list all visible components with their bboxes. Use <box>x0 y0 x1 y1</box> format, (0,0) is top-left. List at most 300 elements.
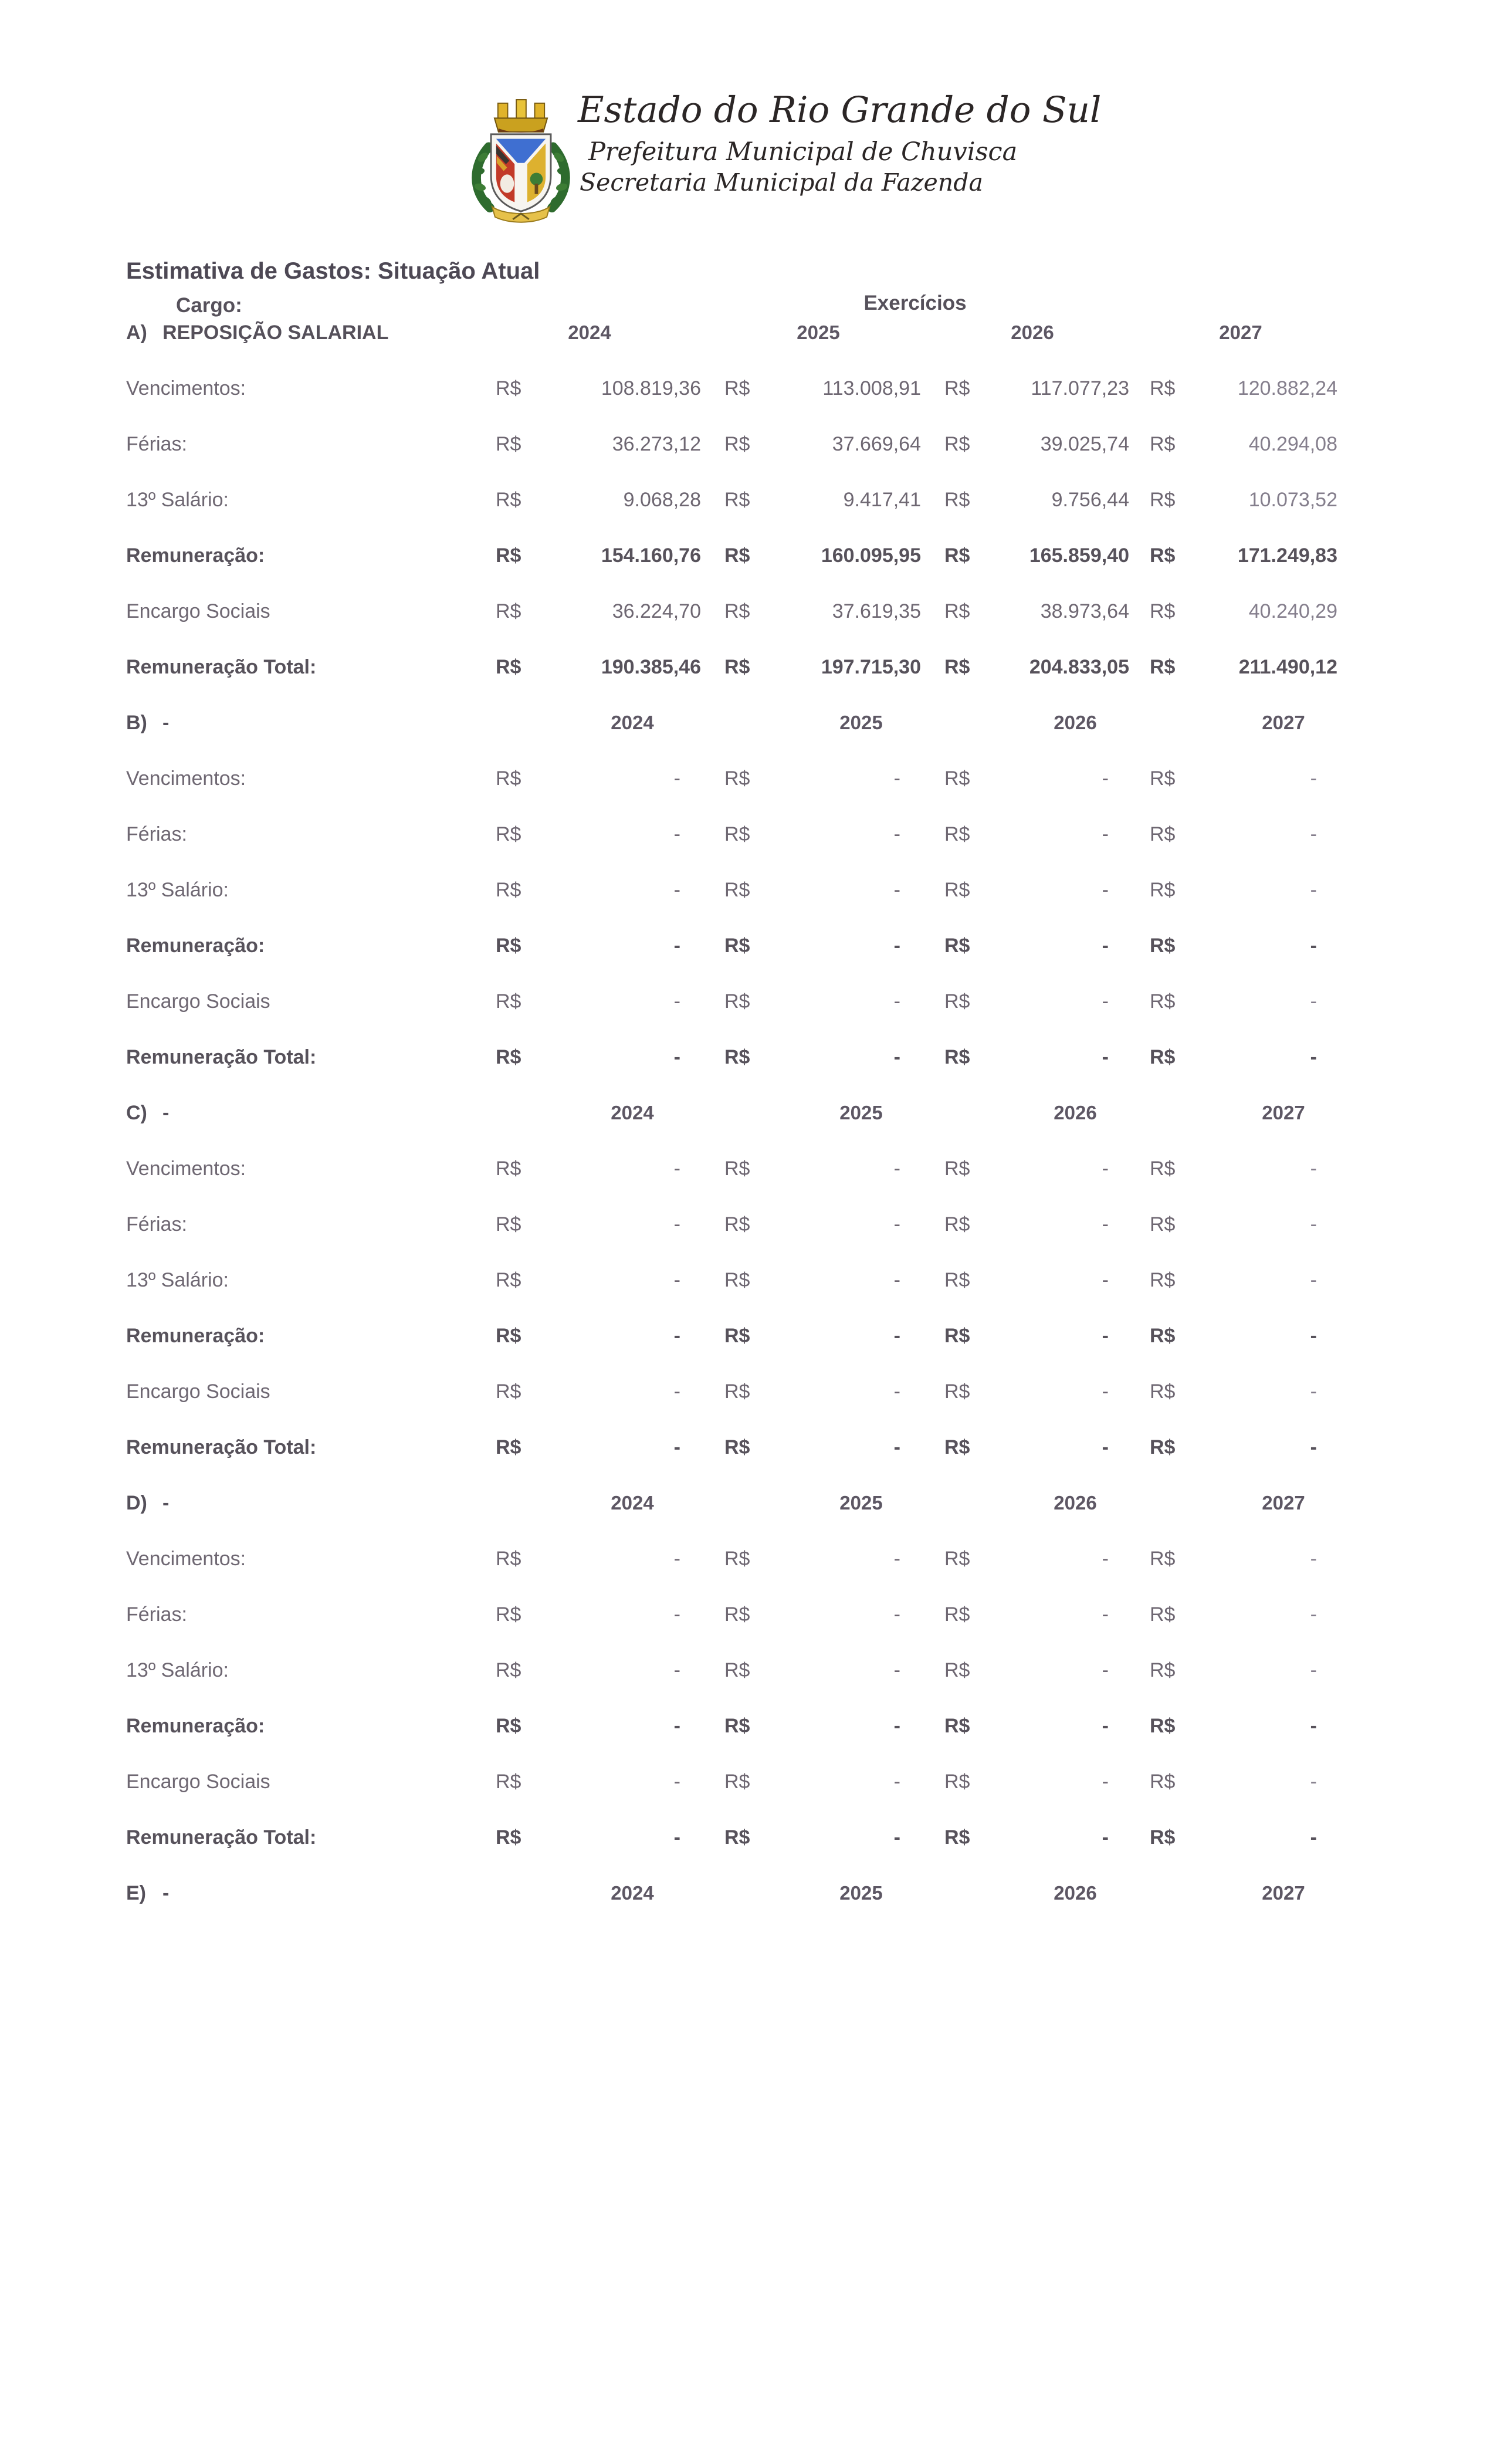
table-row <box>0 649 1497 685</box>
value-cell: - <box>1102 1547 1109 1570</box>
value-cell: - <box>1310 767 1317 790</box>
value-cell: 204.833,05 <box>1029 655 1129 678</box>
value-cell: 37.619,35 <box>832 600 921 622</box>
currency-symbol: R$ <box>944 1213 970 1236</box>
section-letter: A) <box>126 321 147 344</box>
table-row <box>0 984 1497 1019</box>
currency-symbol: R$ <box>944 1324 970 1347</box>
currency-symbol: R$ <box>496 990 521 1013</box>
currency-symbol: R$ <box>944 432 970 455</box>
value-cell: - <box>1310 1436 1317 1458</box>
section-heading-label <box>126 712 496 735</box>
value-cell: - <box>893 990 900 1013</box>
value-cell: - <box>673 878 680 901</box>
value-cell: - <box>1102 1770 1109 1793</box>
currency-symbol: R$ <box>496 1659 521 1681</box>
value-cell: - <box>893 823 900 845</box>
value-cell: 120.882,24 <box>1237 377 1337 400</box>
row-label: 13º Salário: <box>126 1268 229 1291</box>
document-title: Estimativa de Gastos: Situação Atual <box>126 258 540 284</box>
value-cell: - <box>893 1770 900 1793</box>
year-label: 2024 <box>611 1101 654 1123</box>
currency-symbol: R$ <box>1150 990 1176 1013</box>
currency-symbol: R$ <box>1150 655 1176 678</box>
value-cell: - <box>1102 823 1109 845</box>
currency-symbol: R$ <box>724 1770 750 1793</box>
row-label: Férias: <box>126 1603 187 1626</box>
value-cell: - <box>1310 823 1317 845</box>
value-cell: - <box>1310 878 1317 901</box>
table-row <box>0 1263 1497 1298</box>
currency-symbol: R$ <box>496 488 521 511</box>
value-cell: - <box>673 1770 680 1793</box>
table-row <box>0 1318 1497 1353</box>
value-cell: - <box>893 1324 900 1347</box>
year-cell <box>988 1882 1129 1905</box>
currency-symbol: R$ <box>944 1659 970 1681</box>
value-cell: 197.715,30 <box>821 655 921 678</box>
currency-symbol: R$ <box>724 488 750 511</box>
value-cell: - <box>893 1380 900 1403</box>
year-cell <box>1197 1882 1337 1905</box>
currency-symbol: R$ <box>944 1603 970 1626</box>
value-cell: 40.294,08 <box>1248 432 1337 455</box>
currency-symbol: R$ <box>1150 377 1176 400</box>
value-cell: - <box>673 990 680 1013</box>
currency-symbol: R$ <box>724 655 750 678</box>
currency-symbol: R$ <box>944 1380 970 1403</box>
table-row <box>0 1541 1497 1576</box>
row-label: Remuneração Total: <box>126 1436 317 1458</box>
currency-symbol: R$ <box>944 823 970 845</box>
row-label: Encargo Sociais <box>126 1380 270 1403</box>
currency-symbol: R$ <box>1150 1045 1176 1068</box>
value-cell: - <box>893 1157 900 1180</box>
section-heading-row <box>0 705 1497 740</box>
row-label: Encargo Sociais <box>126 1770 270 1793</box>
value-cell: 38.973,64 <box>1040 600 1129 622</box>
section-title: - <box>162 1491 170 1514</box>
section-heading-label <box>126 1102 496 1125</box>
currency-symbol: R$ <box>724 1213 750 1236</box>
section-heading-row <box>0 1095 1497 1131</box>
section-heading-label <box>126 321 496 344</box>
value-cell: - <box>893 1826 900 1849</box>
currency-symbol: R$ <box>1150 600 1176 622</box>
value-cell: - <box>1310 1213 1317 1236</box>
value-cell: - <box>673 1045 680 1068</box>
value-cell: 165.859,40 <box>1029 544 1129 567</box>
currency-symbol: R$ <box>496 655 521 678</box>
value-cell: - <box>673 1380 680 1403</box>
value-cell: - <box>1310 1547 1317 1570</box>
year-cell <box>531 1882 701 1905</box>
value-cell: - <box>1102 1714 1109 1737</box>
value-cell: 36.273,12 <box>612 432 701 455</box>
currency-symbol: R$ <box>1150 1268 1176 1291</box>
currency-symbol: R$ <box>724 1436 750 1458</box>
year-label: 2026 <box>1054 711 1097 733</box>
value-cell: 154.160,76 <box>601 544 701 567</box>
value-cell: - <box>673 1436 680 1458</box>
year-label: 2024 <box>611 1491 654 1514</box>
value-cell: 171.249,83 <box>1237 544 1337 567</box>
year-label: 2025 <box>839 1101 883 1123</box>
currency-symbol: R$ <box>1150 767 1176 790</box>
row-label: Férias: <box>126 432 187 455</box>
currency-symbol: R$ <box>944 767 970 790</box>
year-label: 2025 <box>839 1881 883 1904</box>
year-label: 2025 <box>797 321 840 343</box>
currency-symbol: R$ <box>944 1826 970 1849</box>
section-letter: C) <box>126 1101 147 1124</box>
row-label: Encargo Sociais <box>126 990 270 1013</box>
year-cell <box>988 1102 1129 1125</box>
currency-symbol: R$ <box>944 377 970 400</box>
table-row <box>0 1764 1497 1799</box>
value-cell: 40.240,29 <box>1248 600 1337 622</box>
value-cell: - <box>673 1268 680 1291</box>
currency-symbol: R$ <box>496 1324 521 1347</box>
table-row <box>0 1374 1497 1409</box>
currency-symbol: R$ <box>1150 1547 1176 1570</box>
currency-symbol: R$ <box>944 544 970 567</box>
currency-symbol: R$ <box>496 878 521 901</box>
value-cell: - <box>893 1436 900 1458</box>
row-label: Remuneração Total: <box>126 1045 317 1068</box>
value-cell: - <box>1102 934 1109 957</box>
currency-symbol: R$ <box>1150 1714 1176 1737</box>
currency-symbol: R$ <box>724 1157 750 1180</box>
row-label: Vencimentos: <box>126 377 246 400</box>
year-cell <box>1197 321 1337 344</box>
value-cell: 36.224,70 <box>612 600 701 622</box>
year-label: 2027 <box>1219 321 1262 343</box>
value-cell: - <box>673 1714 680 1737</box>
value-cell: - <box>1102 1324 1109 1347</box>
year-cell <box>1197 1492 1337 1515</box>
currency-symbol: R$ <box>724 1659 750 1681</box>
value-cell: - <box>893 934 900 957</box>
table-row <box>0 1430 1497 1465</box>
row-label: Remuneração: <box>126 1324 265 1347</box>
section-title: - <box>162 1101 170 1124</box>
currency-symbol: R$ <box>724 1324 750 1347</box>
letterhead-department: Secretaria Municipal da Fazenda <box>580 168 983 197</box>
value-cell: - <box>1310 1770 1317 1793</box>
currency-symbol: R$ <box>944 934 970 957</box>
year-label: 2026 <box>1054 1101 1097 1123</box>
value-cell: - <box>1102 878 1109 901</box>
value-cell: 117.077,23 <box>1031 377 1129 400</box>
section-letter: B) <box>126 711 147 734</box>
value-cell: 37.669,64 <box>832 432 921 455</box>
currency-symbol: R$ <box>724 878 750 901</box>
currency-symbol: R$ <box>944 1547 970 1570</box>
currency-symbol: R$ <box>1150 934 1176 957</box>
table-row <box>0 1708 1497 1744</box>
section-title: REPOSIÇÃO SALARIAL <box>162 321 389 344</box>
value-cell: - <box>1310 1714 1317 1737</box>
table-row <box>0 872 1497 908</box>
table-row <box>0 928 1497 963</box>
year-label: 2027 <box>1262 1881 1305 1904</box>
currency-symbol: R$ <box>1150 1659 1176 1681</box>
year-cell <box>1197 1102 1337 1125</box>
value-cell: - <box>893 1045 900 1068</box>
value-cell: - <box>1102 1268 1109 1291</box>
currency-symbol: R$ <box>724 1826 750 1849</box>
year-label: 2027 <box>1262 1491 1305 1514</box>
value-cell: 113.008,91 <box>822 377 921 400</box>
year-cell <box>988 712 1129 735</box>
value-cell: - <box>893 1659 900 1681</box>
section-letter: D) <box>126 1491 147 1514</box>
value-cell: - <box>673 1659 680 1681</box>
value-cell: - <box>1102 767 1109 790</box>
currency-symbol: R$ <box>944 655 970 678</box>
value-cell: - <box>673 1213 680 1236</box>
currency-symbol: R$ <box>944 1770 970 1793</box>
currency-symbol: R$ <box>944 488 970 511</box>
section-heading-label <box>126 1882 496 1905</box>
value-cell: - <box>673 767 680 790</box>
currency-symbol: R$ <box>724 1714 750 1737</box>
value-cell: - <box>893 1714 900 1737</box>
coat-of-arms <box>463 88 578 226</box>
value-cell: 9.068,28 <box>623 488 701 511</box>
year-label: 2027 <box>1262 1101 1305 1123</box>
value-cell: - <box>893 1603 900 1626</box>
year-cell <box>768 321 921 344</box>
currency-symbol: R$ <box>496 1770 521 1793</box>
value-cell: 39.025,74 <box>1040 432 1129 455</box>
year-label: 2027 <box>1262 711 1305 733</box>
value-cell: - <box>1310 1045 1317 1068</box>
currency-symbol: R$ <box>496 1714 521 1737</box>
year-label: 2026 <box>1011 321 1054 343</box>
section-heading-row <box>0 315 1497 350</box>
currency-symbol: R$ <box>1150 432 1176 455</box>
currency-symbol: R$ <box>724 377 750 400</box>
value-cell: - <box>1310 990 1317 1013</box>
row-label: Remuneração: <box>126 1714 265 1737</box>
currency-symbol: R$ <box>1150 1157 1176 1180</box>
value-cell: - <box>673 1547 680 1570</box>
currency-symbol: R$ <box>1150 1770 1176 1793</box>
table-row <box>0 1040 1497 1075</box>
currency-symbol: R$ <box>496 1157 521 1180</box>
letterhead-state: Estado do Rio Grande do Sul <box>578 89 1102 131</box>
table-row <box>0 1597 1497 1632</box>
currency-symbol: R$ <box>1150 1826 1176 1849</box>
row-label: Vencimentos: <box>126 1157 246 1180</box>
currency-symbol: R$ <box>1150 544 1176 567</box>
value-cell: 211.490,12 <box>1238 655 1337 678</box>
currency-symbol: R$ <box>724 934 750 957</box>
currency-symbol: R$ <box>724 432 750 455</box>
value-cell: 9.756,44 <box>1051 488 1129 511</box>
table-row <box>0 1151 1497 1186</box>
section-title: - <box>162 1881 170 1904</box>
year-label: 2024 <box>568 321 611 343</box>
table-row <box>0 371 1497 406</box>
row-label: 13º Salário: <box>126 488 229 511</box>
exercicios-label: Exercícios <box>863 292 967 314</box>
currency-symbol: R$ <box>724 1603 750 1626</box>
value-cell: - <box>1310 1826 1317 1849</box>
currency-symbol: R$ <box>944 878 970 901</box>
letterhead-municipality: Prefeitura Municipal de Chuvisca <box>588 137 1018 167</box>
currency-symbol: R$ <box>496 377 521 400</box>
currency-symbol: R$ <box>944 1714 970 1737</box>
value-cell: - <box>1102 1659 1109 1681</box>
year-label: 2024 <box>611 711 654 733</box>
value-cell: - <box>673 1157 680 1180</box>
section-heading-row <box>0 1876 1497 1911</box>
value-cell: - <box>1310 934 1317 957</box>
value-cell: - <box>1102 1157 1109 1180</box>
currency-symbol: R$ <box>496 1826 521 1849</box>
year-cell <box>768 1102 921 1125</box>
currency-symbol: R$ <box>724 1380 750 1403</box>
value-cell: - <box>1310 1603 1317 1626</box>
currency-symbol: R$ <box>724 1268 750 1291</box>
currency-symbol: R$ <box>496 1380 521 1403</box>
value-cell: - <box>1310 1268 1317 1291</box>
year-cell <box>988 1492 1129 1515</box>
value-cell: 10.073,52 <box>1248 488 1337 511</box>
year-cell <box>531 321 701 344</box>
currency-symbol: R$ <box>944 1436 970 1458</box>
currency-symbol: R$ <box>944 1045 970 1068</box>
currency-symbol: R$ <box>496 1268 521 1291</box>
value-cell: - <box>893 878 900 901</box>
year-cell <box>531 712 701 735</box>
currency-symbol: R$ <box>1150 878 1176 901</box>
currency-symbol: R$ <box>944 1157 970 1180</box>
value-cell: - <box>1102 1380 1109 1403</box>
year-cell <box>768 1882 921 1905</box>
currency-symbol: R$ <box>724 544 750 567</box>
value-cell: - <box>1102 1213 1109 1236</box>
currency-symbol: R$ <box>496 1603 521 1626</box>
currency-symbol: R$ <box>496 600 521 622</box>
value-cell: - <box>1310 1324 1317 1347</box>
value-cell: - <box>673 934 680 957</box>
value-cell: - <box>673 1603 680 1626</box>
value-cell: - <box>893 1268 900 1291</box>
value-cell: - <box>893 1547 900 1570</box>
currency-symbol: R$ <box>944 600 970 622</box>
currency-symbol: R$ <box>496 544 521 567</box>
year-cell <box>768 1492 921 1515</box>
row-label: 13º Salário: <box>126 878 229 901</box>
value-cell: - <box>1310 1380 1317 1403</box>
value-cell: - <box>1102 1045 1109 1068</box>
currency-symbol: R$ <box>496 1436 521 1458</box>
table-row <box>0 427 1497 462</box>
currency-symbol: R$ <box>1150 1380 1176 1403</box>
year-label: 2025 <box>839 1491 883 1514</box>
table-row <box>0 1653 1497 1688</box>
value-cell: 108.819,36 <box>601 377 701 400</box>
cargo-label: Cargo: <box>176 294 242 317</box>
value-cell: - <box>673 1826 680 1849</box>
row-label: Vencimentos: <box>126 767 246 790</box>
value-cell: - <box>893 1213 900 1236</box>
currency-symbol: R$ <box>496 823 521 845</box>
year-cell <box>531 1102 701 1125</box>
value-cell: 190.385,46 <box>601 655 701 678</box>
currency-symbol: R$ <box>496 432 521 455</box>
value-cell: - <box>673 1324 680 1347</box>
year-cell <box>531 1492 701 1515</box>
currency-symbol: R$ <box>1150 1213 1176 1236</box>
currency-symbol: R$ <box>1150 488 1176 511</box>
value-cell: - <box>673 823 680 845</box>
currency-symbol: R$ <box>944 990 970 1013</box>
currency-symbol: R$ <box>496 934 521 957</box>
row-label: Férias: <box>126 1213 187 1236</box>
row-label: 13º Salário: <box>126 1659 229 1681</box>
year-cell <box>1197 712 1337 735</box>
row-label: Remuneração Total: <box>126 1826 317 1849</box>
section-heading-row <box>0 1485 1497 1521</box>
currency-symbol: R$ <box>944 1268 970 1291</box>
year-label: 2024 <box>611 1881 654 1904</box>
value-cell: - <box>1102 1826 1109 1849</box>
row-label: Remuneração: <box>126 544 265 567</box>
table-row <box>0 482 1497 517</box>
value-cell: - <box>1102 1436 1109 1458</box>
currency-symbol: R$ <box>496 1213 521 1236</box>
value-cell: - <box>1102 1603 1109 1626</box>
row-label: Encargo Sociais <box>126 600 270 622</box>
currency-symbol: R$ <box>724 600 750 622</box>
row-label: Remuneração: <box>126 934 265 957</box>
currency-symbol: R$ <box>724 1045 750 1068</box>
table-row <box>0 761 1497 796</box>
table-row <box>0 1207 1497 1242</box>
section-letter: E) <box>126 1881 146 1904</box>
coat-of-arms-graphic <box>463 88 578 226</box>
year-label: 2025 <box>839 711 883 733</box>
currency-symbol: R$ <box>724 1547 750 1570</box>
currency-symbol: R$ <box>1150 1603 1176 1626</box>
value-cell: - <box>1102 990 1109 1013</box>
currency-symbol: R$ <box>1150 1324 1176 1347</box>
value-cell: - <box>1310 1157 1317 1180</box>
value-cell: - <box>1310 1659 1317 1681</box>
year-label: 2026 <box>1054 1881 1097 1904</box>
table-row <box>0 594 1497 629</box>
currency-symbol: R$ <box>724 990 750 1013</box>
currency-symbol: R$ <box>496 1547 521 1570</box>
year-label: 2026 <box>1054 1491 1097 1514</box>
value-cell: - <box>893 767 900 790</box>
table-row <box>0 817 1497 852</box>
year-cell <box>768 712 921 735</box>
value-cell: 160.095,95 <box>821 544 921 567</box>
currency-symbol: R$ <box>1150 823 1176 845</box>
table-row <box>0 1820 1497 1855</box>
value-cell: 9.417,41 <box>843 488 921 511</box>
currency-symbol: R$ <box>496 1045 521 1068</box>
year-cell <box>988 321 1129 344</box>
row-label: Férias: <box>126 823 187 845</box>
table-row <box>0 538 1497 573</box>
